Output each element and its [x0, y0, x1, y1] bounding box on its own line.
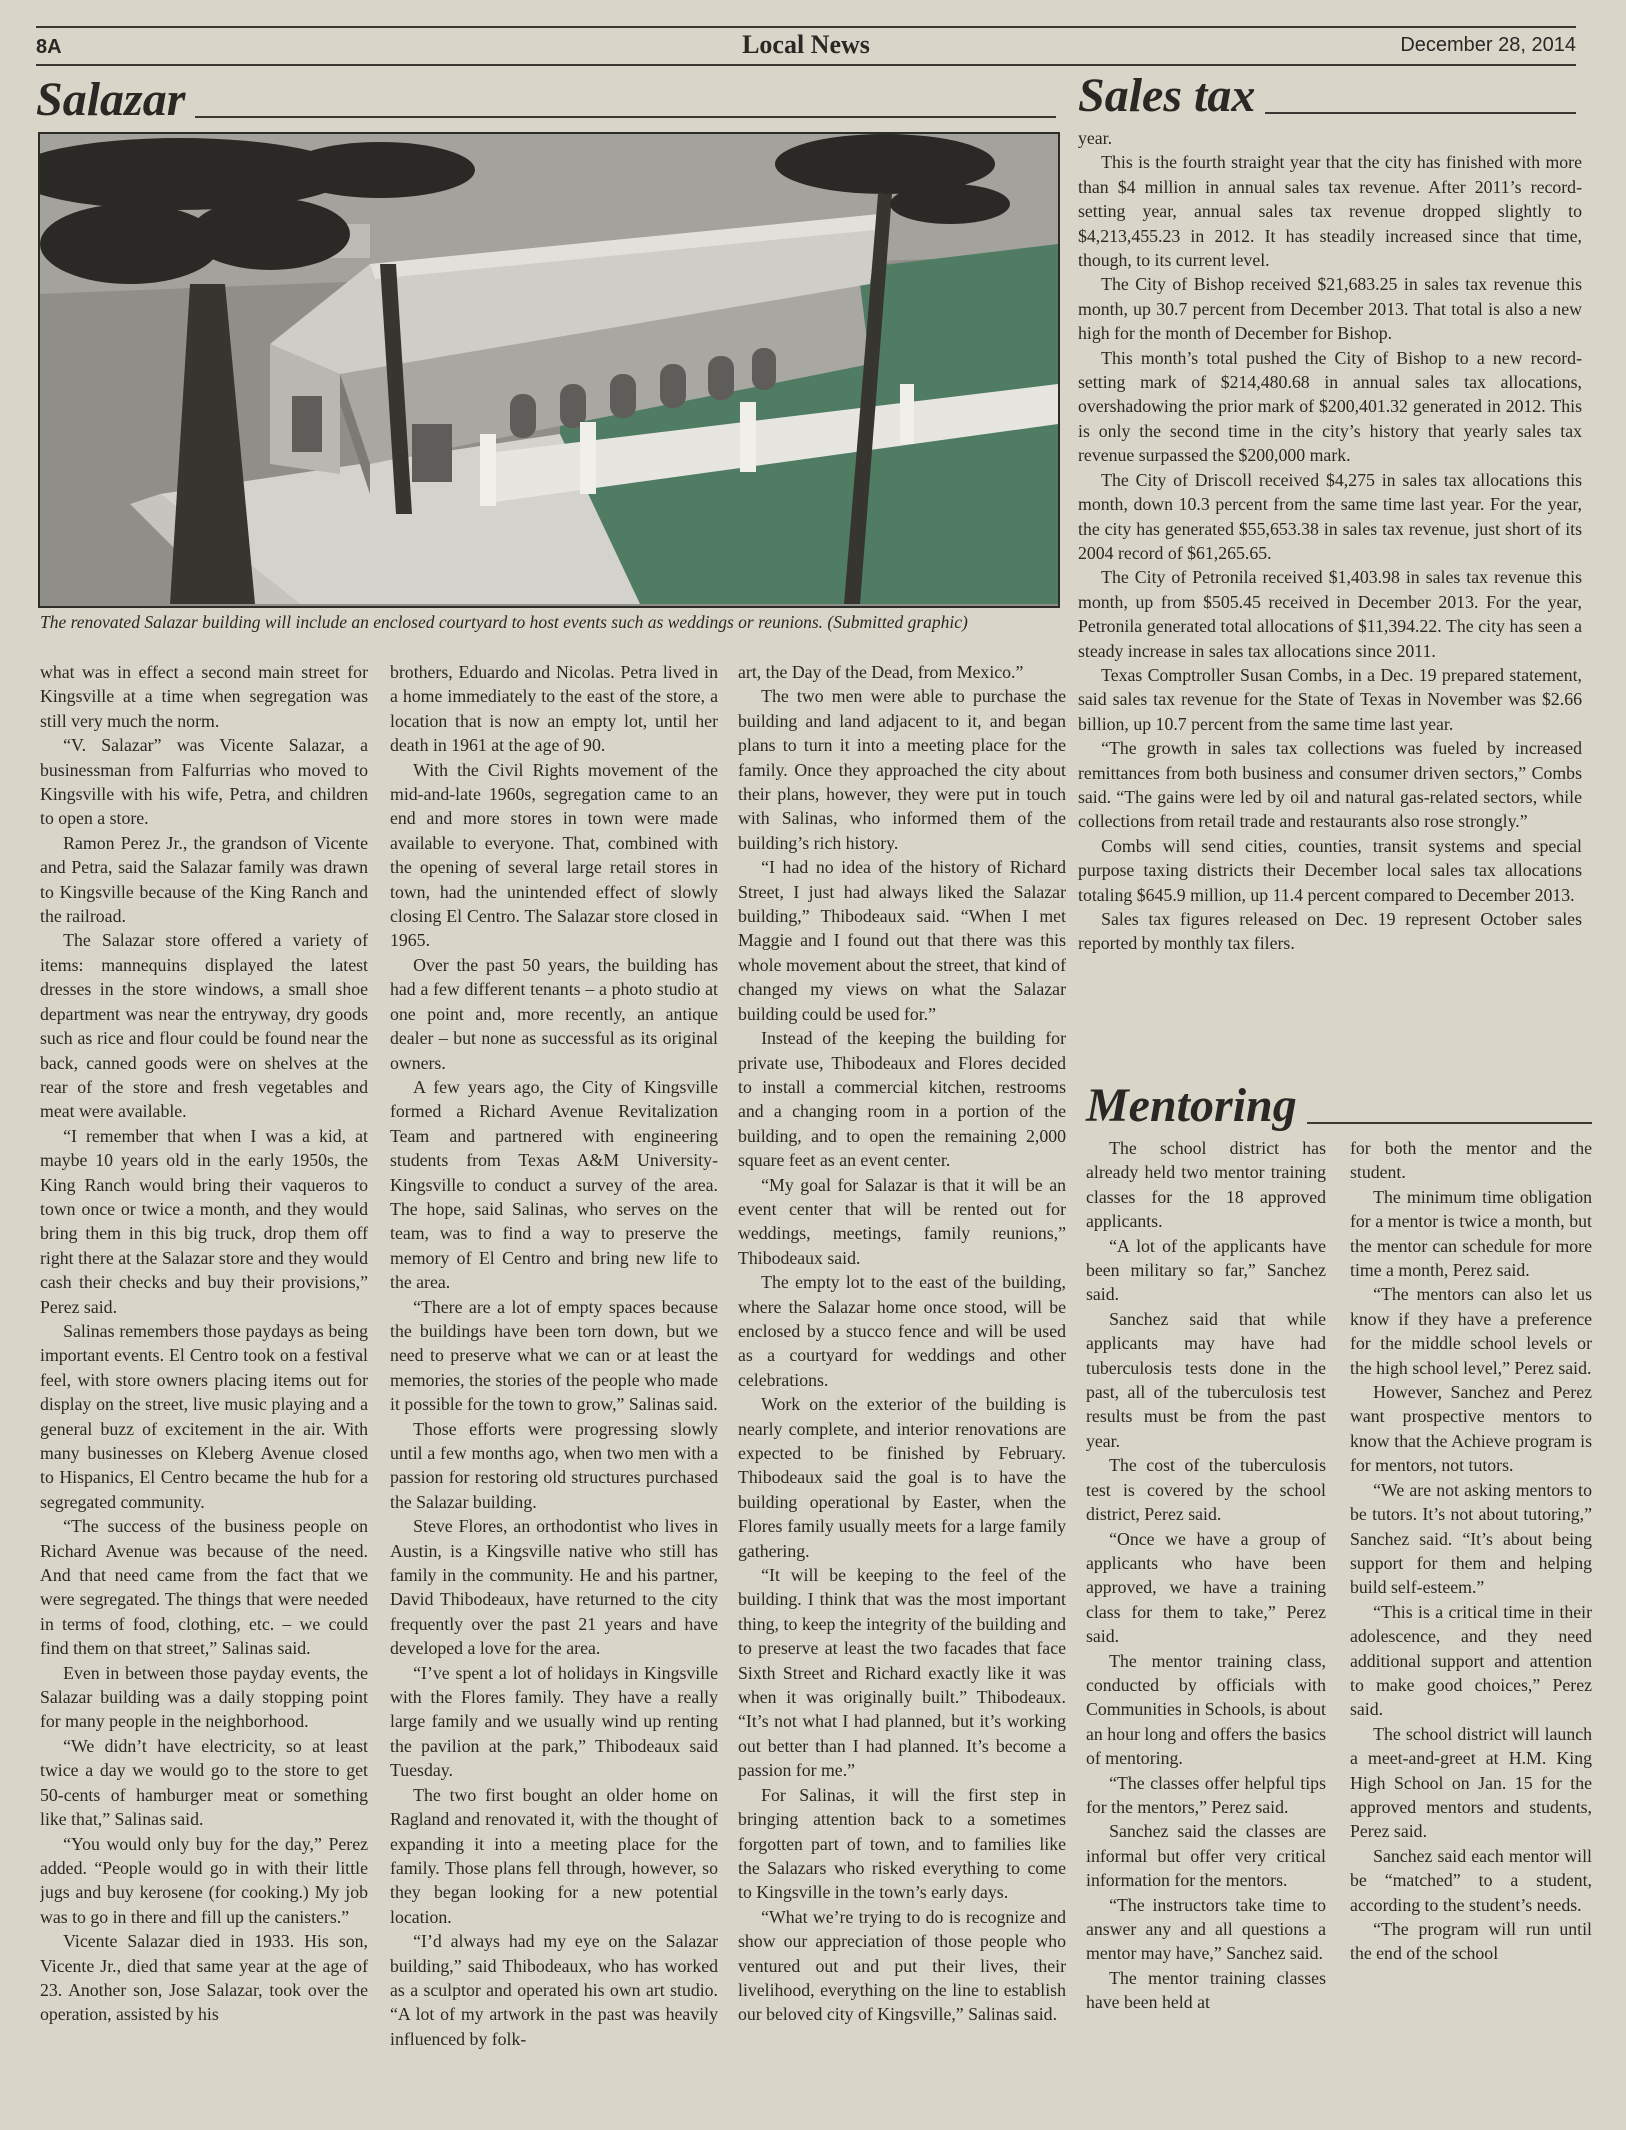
paragraph: Work on the exterior of the building is nearly complete, and interior renovations are expected to be finished by February. Thibodeaux said the goal is to have the building operational by Easter, when the Flores family usually meets for a large family gathering.	[738, 1394, 1066, 1561]
paragraph: “The instructors take time to answer any and all questions a mentor may have,” Sanchez said.	[1086, 1894, 1326, 1964]
paragraph: Combs will send cities, counties, transit systems and special purpose taxing districts their December local sales tax allocations totaling $645.9 million, up 11.4 percent compared to December 2013.	[1078, 835, 1582, 905]
paragraph: “The program will run until the end of the school	[1350, 1919, 1592, 1964]
paragraph: “We didn’t have electricity, so at least twice a day we would go to the store to get 50-cents of hamburger meat or something like that,” Salinas said.	[40, 1735, 368, 1830]
paragraph: art, the Day of the Dead, from Mexico.”	[738, 662, 1024, 682]
paragraph: Sanchez said each mentor will be “matched” to a student, according to the student’s needs.	[1350, 1845, 1592, 1915]
paragraph: The cost of the tuberculosis test is covered by the school district, Perez said.	[1086, 1455, 1326, 1525]
paragraph: Sanchez said the classes are informal but offer very critical information for the mentors.	[1086, 1821, 1326, 1891]
paragraph: Instead of the keeping the building for private use, Thibodeaux and Flores decided to install a commercial kitchen, restrooms and a changing room in a portion of the building, and to open the remaining 2,000 square feet as an event center.	[738, 1028, 1066, 1171]
paragraph: “I had no idea of the history of Richard Street, I just had always liked the Salazar building,” Thibodeaux said. “When I met Maggie and I found out that there was this whole movement about the street, that kind of changed my views on what the Salazar building could be used for.”	[738, 857, 1066, 1024]
mentoring-column-1	[1086, 1136, 1326, 2116]
paragraph: The school district has already held two mentor training classes for the 18 approved applicants.	[1086, 1138, 1326, 1232]
paragraph: The two men were able to purchase the building and land adjacent to it, and began plans to turn it into a meeting place for the family. Once they approached the city about their plans, however, they were put in touch with Salinas, who informed them of the building’s rich history.	[738, 686, 1066, 853]
page-number: 8A	[36, 36, 62, 58]
paragraph: The minimum time obligation for a mentor is twice a month, but the mentor can schedule for more time a month, Perez said.	[1350, 1186, 1592, 1281]
paragraph: Sanchez said that while applicants may have had tuberculosis tests done in the past, all of the tuberculosis test results must be from the past year.	[1086, 1308, 1326, 1451]
paragraph: The City of Petronila received $1,403.98 in sales tax revenue this month, up from $505.45 received in December 2013. For the year, Petronila generated total allocations of $11,394.22. The city has seen a steady increase in sales tax allocations since 2011.	[1078, 567, 1582, 661]
mentoring-headline-text: Mentoring	[1086, 1079, 1297, 1132]
paragraph: “The mentors can also let us know if they have a preference for the middle school levels or the high school level,” Perez said.	[1350, 1284, 1592, 1378]
paragraph: A few years ago, the City of Kingsville formed a Richard Avenue Revitalization Team and partnered with engineering students from Texas A&M University-Kingsville to conduct a survey of the area. The hope, said Salinas, who serves on the team, was to find a way to preserve the memory of El Centro and bring new life to the area.	[390, 1076, 718, 1293]
mentoring-headline	[1086, 1079, 1592, 1132]
paragraph: The school district will launch a meet-and-greet at H.M. King High School on Jan. 15 for the approved mentors and students, Perez said.	[1350, 1723, 1592, 1842]
paragraph: “There are a lot of empty spaces because the buildings have been torn down, but we need to preserve what we can or at least the memories, the stories of the people who made it possible for the town to grow,” Salinas said.	[390, 1296, 718, 1415]
paragraph: However, Sanchez and Perez want prospective mentors to know that the Achieve program is for mentors, not tutors.	[1350, 1382, 1592, 1476]
paragraph: Those efforts were progressing slowly until a few months ago, when two men with a passion for restoring old structures purchased the Salazar building.	[390, 1418, 718, 1512]
paragraph: “The success of the business people on Richard Avenue was because of the need. And that need came from the fact that we were segregated. The things that were needed in terms of food, clothing, etc. – we could find them on that street,” Salinas said.	[40, 1516, 368, 1659]
paragraph: The City of Driscoll received $4,275 in sales tax allocations this month, down 10.3 percent from the same time last year. For the year, the city has generated $55,653.38 in sales tax revenue, just short of its 2004 record of $61,265.65.	[1078, 469, 1582, 563]
masthead	[36, 26, 1576, 66]
salazar-column-2	[390, 660, 718, 2110]
paragraph: “I’ve spent a lot of holidays in Kingsville with the Flores family. They have a really large family and we usually wind up renting the pavilion at the park,” Thibodeaux said Tuesday.	[390, 1662, 718, 1781]
paragraph: “What we’re trying to do is recognize and show our appreciation of those people who ventured out and put their lives, their livelihood, everything on the line to establish our beloved city of Kingsville,” Salinas said.	[738, 1906, 1066, 2025]
paragraph: Even in between those payday events, the Salazar building was a daily stopping point for many people in the neighborhood.	[40, 1662, 368, 1732]
salazar-photo-caption: The renovated Salazar building will include an enclosed courtyard to host events such as weddings or reunions. (Submitted graphic)	[40, 612, 968, 632]
paragraph: The Salazar store offered a variety of items: mannequins displayed the latest dresses in the store windows, a small shoe department was near the entryway, dry goods such as rice and flour could be found near the back, canned goods were on shelves at the rear of the store and fresh vegetables and meat were available.	[40, 930, 368, 1122]
section-title: Local News	[742, 30, 870, 59]
paragraph: “It will be keeping to the feel of the building. I think that was the most important thing, to keep the integrity of the building and to preserve at least the two facades that face Sixth Street and Richard exactly like it was when it was originally built.” Thibodeaux. “It’s not what I had planned, but it’s working out better than I had planned. It’s become a passion for me.”	[738, 1565, 1066, 1781]
salazar-column-3	[738, 660, 1066, 2110]
salazar-column-1	[40, 660, 368, 2110]
paragraph: what was in effect a second main street for Kingsville at a time when segregation was still very much the norm.	[40, 662, 368, 731]
paragraph: “We are not asking mentors to be tutors. It’s not about tutoring,” Sanchez said. “It’s about being support for them and helping build self-esteem.”	[1350, 1479, 1592, 1598]
sales-tax-headline	[1078, 69, 1576, 122]
headline-rule	[195, 116, 1056, 118]
paragraph: Steve Flores, an orthodontist who lives in Austin, is a Kingsville native who still has family in the community. He and his partner, David Thibodeaux, have returned to the city frequently over the past 21 years and have developed a love for the area.	[390, 1516, 718, 1659]
paragraph: brothers, Eduardo and Nicolas. Petra lived in a home immediately to the east of the store, a location that is now an empty lot, until her death in 1961 at the age of 90.	[390, 662, 718, 756]
paragraph: “A lot of the applicants have been military so far,” Sanchez said.	[1086, 1235, 1326, 1305]
paragraph: “Once we have a group of applicants who have been approved, we have a training class for them to take,” Perez said.	[1086, 1528, 1326, 1647]
paragraph: Salinas remembers those paydays as being important events. El Centro took on a festival feel, with store owners placing items out for display on the street, live music playing and a general buzz of excitement in the air. With many businesses on Kleberg Avenue closed to Hispanics, El Centro became the hub for a segregated community.	[40, 1320, 368, 1512]
paragraph: Ramon Perez Jr., the grandson of Vicente and Petra, said the Salazar family was drawn to Kingsville because of the King Ranch and the railroad.	[40, 832, 368, 927]
paragraph: “I’d always had my eye on the Salazar building,” said Thibodeaux, who has worked as a sculptor and operated his own art studio. “A lot of my artwork in the past was heavily influenced by folk-	[390, 1931, 718, 2049]
paragraph: “The growth in sales tax collections was fueled by increased remittances from both business and consumer driven sectors,” Combs said. “The gains were led by oil and natural gas-related sectors, while collections from retail trade and restaurants also rose strongly.”	[1078, 738, 1582, 832]
paragraph: The mentor training classes have been held at	[1086, 1967, 1326, 2013]
issue-date: December 28, 2014	[1400, 34, 1576, 56]
masthead-bottom-rule	[36, 64, 1576, 66]
paragraph: Texas Comptroller Susan Combs, in a Dec. 19 prepared statement, said sales tax revenue for the State of Texas in November was $2.66 billion, up 10.7 percent from the same time last year.	[1078, 664, 1582, 734]
paragraph: The City of Bishop received $21,683.25 in sales tax revenue this month, up 30.7 percent from December 2013. That total is also a new high for the month of December for Bishop.	[1078, 274, 1582, 344]
sales-tax-column	[1078, 126, 1582, 1072]
paragraph: Sales tax figures released on Dec. 19 represent October sales reported by monthly tax filers.	[1078, 909, 1582, 954]
paragraph: This month’s total pushed the City of Bishop to a new record-setting mark of $214,480.68 in annual sales tax allocations, overshadowing the prior mark of $200,401.32 generated in 2012. This is only the second time in the city’s history that yearly sales tax revenue surpassed the $200,000 mark.	[1078, 347, 1582, 466]
paragraph: The two first bought an older home on Ragland and renovated it, with the thought of expanding it into a meeting place for the family. Those plans fell through, however, so they began looking for a new potential location.	[390, 1784, 718, 1927]
paragraph: “I remember that when I was a kid, at maybe 10 years old in the early 1950s, the King Ranch would bring their vaqueros to town once or twice a month, and they would bring them in this big truck, drop them off right there at the Salazar store and they would cash their checks and buy their provisions,” Perez said.	[40, 1125, 368, 1317]
salazar-rendering-graphic	[38, 132, 1060, 608]
paragraph: With the Civil Rights movement of the mid-and-late 1960s, segregation came to an end and more stores in town were made available to everyone. That, combined with the opening of several large retail stores in town, had the unintended effect of slowly closing El Centro. The Salazar store closed in 1965.	[390, 759, 718, 951]
masthead-top-rule	[36, 26, 1576, 28]
paragraph: Vicente Salazar died in 1933. His son, Vicente Jr., died that same year at the age of 23. Another son, Jose Salazar, took over the operation, assisted by his	[40, 1931, 368, 2025]
paragraph: “You would only buy for the day,” Perez added. “People would go in with their little jugs and buy kerosene (for cooking.) My job was to go in there and fill up the canisters.”	[40, 1833, 368, 1927]
paragraph: “V. Salazar” was Vicente Salazar, a businessman from Falfurrias who moved to Kingsville with his wife, Petra, and children to open a store.	[40, 735, 368, 829]
building-rendering-image	[40, 134, 1058, 606]
paragraph: Over the past 50 years, the building has had a few different tenants – a photo studio at one point and, more recently, an antique dealer – but none as successful as its original owners.	[390, 954, 718, 1073]
paragraph: “The classes offer helpful tips for the mentors,” Perez said.	[1086, 1772, 1326, 1817]
mentoring-column-2	[1350, 1136, 1592, 2116]
paragraph: “This is a critical time in their adolescence, and they need additional support and attention to make good choices,” Perez said.	[1350, 1601, 1592, 1720]
paragraph: For Salinas, it will the first step in bringing attention back to a sometimes forgotten part of town, and to families like the Salazars who risked everything to come to Kingsville in the town’s early days.	[738, 1784, 1066, 1903]
salazar-headline-text: Salazar	[36, 73, 186, 126]
paragraph: year.	[1078, 128, 1113, 148]
headline-rule	[1307, 1122, 1592, 1124]
paragraph: The mentor training class, conducted by officials with Communities in Schools, is about an hour long and offers the basics of mentoring.	[1086, 1650, 1326, 1769]
paragraph: This is the fourth straight year that the city has finished with more than $4 million in annual sales tax revenue. After 2011’s record-setting year, annual sales tax revenue dropped slightly to $4,213,455.23 in 2012. It has steadily increased since that time, though, to its current level.	[1078, 152, 1582, 271]
paragraph: “My goal for Salazar is that it will be an event center that will be rented out for weddings, meetings, family reunions,” Thibodeaux said.	[738, 1174, 1066, 1268]
paragraph: for both the mentor and the student.	[1350, 1138, 1592, 1183]
headline-rule	[1265, 112, 1576, 114]
sales-tax-headline-text: Sales tax	[1078, 69, 1256, 122]
paragraph: The empty lot to the east of the building, where the Salazar home once stood, will be enclosed by a stucco fence and will be used as a courtyard for weddings and other celebrations.	[738, 1272, 1066, 1390]
salazar-headline	[36, 73, 1056, 126]
